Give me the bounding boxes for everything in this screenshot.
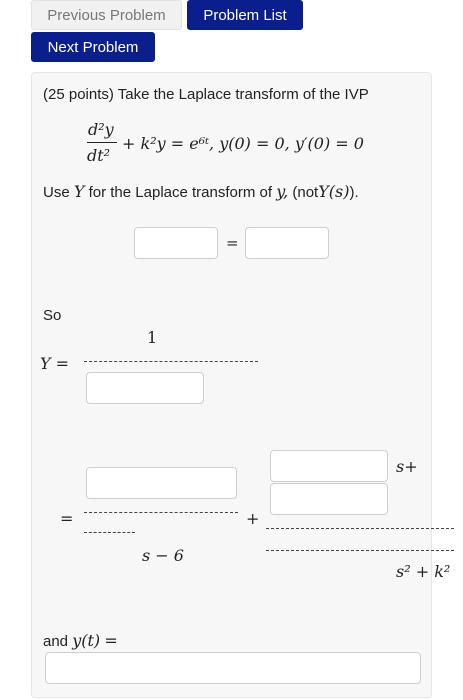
next-problem-button[interactable]: Next Problem xyxy=(31,32,155,62)
transform-right-input[interactable] xyxy=(245,227,329,259)
so-label: So xyxy=(43,307,62,324)
Y-label: Y = xyxy=(40,354,70,373)
partial-second-denominator: s² + k² xyxy=(396,562,451,581)
partial-equals-sign: = xyxy=(60,509,74,528)
use-Ys-symbol: Y(s) xyxy=(318,182,350,201)
transform-left-input[interactable] xyxy=(134,227,218,259)
use-text-a: Use xyxy=(43,184,70,201)
partial-first-numerator-input[interactable] xyxy=(86,467,237,499)
equation-derivative-denominator: dt² xyxy=(87,146,111,165)
answer-label-yt: y(t) xyxy=(72,631,101,650)
partial-first-fraction-bar xyxy=(84,512,238,513)
use-y-symbol: y, xyxy=(276,182,289,201)
use-Y-instruction xyxy=(43,182,359,201)
answer-label-and: and xyxy=(43,633,69,650)
use-text-b: for the Laplace transform of xyxy=(88,184,273,201)
Y-denominator-input[interactable] xyxy=(86,372,204,404)
previous-problem-button[interactable]: Previous Problem xyxy=(31,0,182,30)
partial-s-plus: s+ xyxy=(396,457,418,476)
problem-intro: (25 points) Take the Laplace transform of the IVP xyxy=(43,86,369,103)
answer-label xyxy=(43,631,118,650)
Y-fraction-bar xyxy=(84,361,258,362)
partial-second-fraction-bar-b xyxy=(266,550,454,551)
Y-numerator: 1 xyxy=(147,328,158,347)
partial-first-denominator: s − 6 xyxy=(142,546,184,565)
equation-fraction-bar xyxy=(87,142,117,143)
use-text-c: (not xyxy=(292,184,319,201)
partial-first-fraction-bar-b xyxy=(84,532,135,533)
answer-y-input[interactable] xyxy=(45,652,421,684)
partial-second-numerator-a-input[interactable] xyxy=(270,450,388,482)
use-text-d: ). xyxy=(349,184,359,201)
use-Y-symbol: Y xyxy=(73,182,85,201)
partial-second-fraction-bar xyxy=(266,528,454,529)
equation-rest: + k²y = e⁶ᵗ, y(0) = 0, y′(0) = 0 xyxy=(122,134,364,153)
answer-label-equals: = xyxy=(104,631,118,650)
partial-second-numerator-b-input[interactable] xyxy=(270,483,388,515)
partial-plus-sign: + xyxy=(246,509,260,528)
equation-derivative-numerator: d²y xyxy=(88,120,114,139)
problem-list-button[interactable]: Problem List xyxy=(187,0,303,30)
transform-equals-sign: = xyxy=(226,234,239,252)
